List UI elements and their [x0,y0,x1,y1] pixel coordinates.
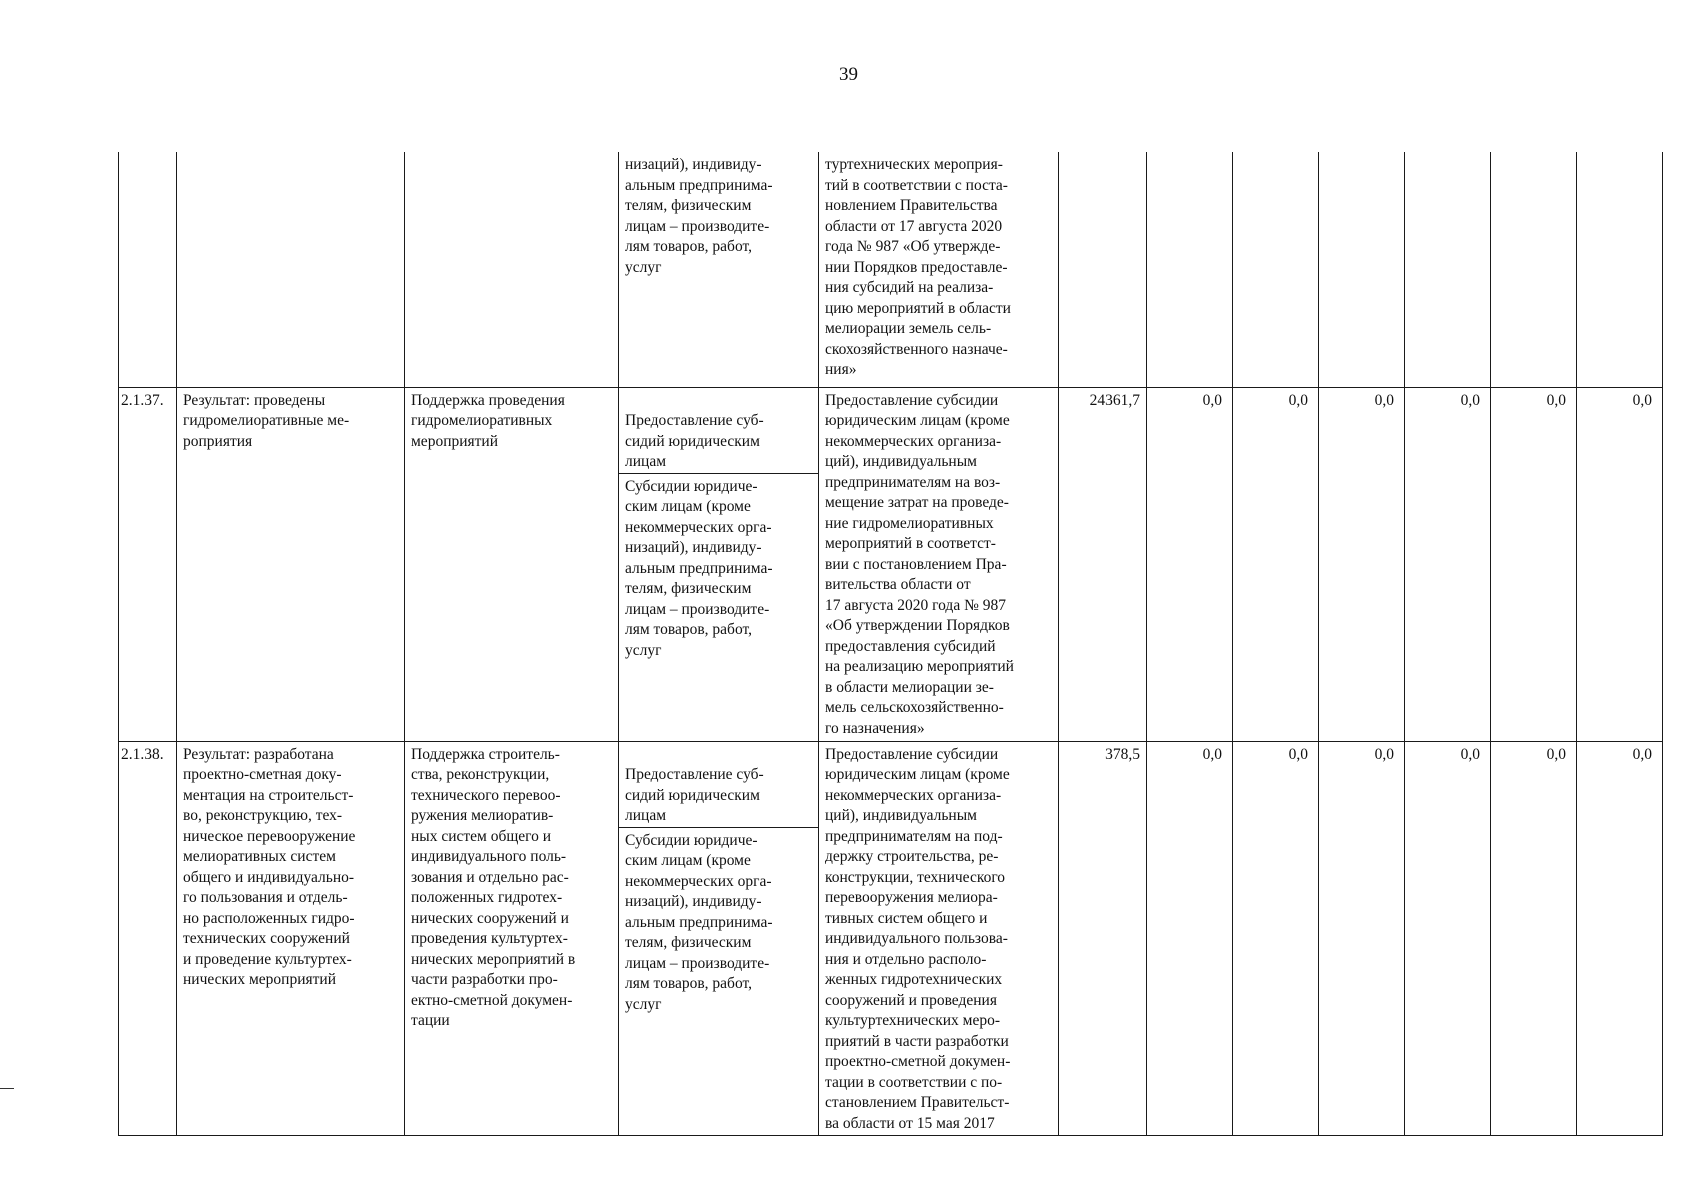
table-row [119,152,1663,387]
mechanism-recipients: Субсидии юридиче- ским лицам (кроме некоммерческих орга- низаций), индивиду- альным предпринима- телям, физическим лицам – производите- лям товаров, работ, услуг [625,477,773,659]
value-cell [1577,152,1663,387]
value-cell [1491,152,1577,387]
result-cell [177,152,405,387]
value-cell [1059,152,1147,387]
row-number: 2.1.38. [119,741,177,1135]
value-cell: 0,0 [1233,741,1319,1135]
mechanism-cell [619,387,819,741]
value-cell: 0,0 [1577,741,1663,1135]
value-cell: 0,0 [1233,387,1319,741]
mechanism-recipients: Субсидии юридиче- ским лицам (кроме некоммерческих орга- низаций), индивиду- альным предпринима- телям, физическим лицам – производите- лям товаров, работ, услуг [625,831,773,1013]
value-cell: 0,0 [1405,387,1491,741]
mechanism-cell [619,741,819,1135]
scan-margin-mark [0,1088,14,1089]
mechanism-type: Предоставление суб- сидий юридическим лицам [619,765,818,828]
program-measures-table [118,152,1663,1136]
result-cell: Результат: разработана проектно-сметная доку- ментация на строительст- во, реконструкцию, тех- ническое перевооружение мелиоративных систем общего и индивидуально- го пользования и отдель- но расположенных гидро- технических сооружений и проведение культуртех- нических мероприятий [177,741,405,1135]
result-cell: Результат: проведены гидромелиоративные ме- роприятия [177,387,405,741]
value-cell: 0,0 [1319,741,1405,1135]
value-cell [1147,152,1233,387]
value-cell: 24361,7 [1059,387,1147,741]
row-number [119,152,177,387]
value-cell: 0,0 [1491,741,1577,1135]
table-row [119,741,1663,1135]
page-number: 39 [839,64,858,85]
value-cell [1319,152,1405,387]
value-cell: 0,0 [1319,387,1405,741]
value-cell: 0,0 [1405,741,1491,1135]
table-row [119,387,1663,741]
measure-cell [405,152,619,387]
measure-cell: Поддержка строитель- ства, реконструкции, технического перевоо- ружения мелиоратив- ных систем общего и индивидуального поль- зования и отдельно рас- положенных гидротех- нических сооружений и проведения культуртех- нических мероприятий в части разработки про- ектно-сметной докумен- тации [405,741,619,1135]
value-cell: 0,0 [1577,387,1663,741]
value-cell [1405,152,1491,387]
value-cell: 0,0 [1147,741,1233,1135]
row-number: 2.1.37. [119,387,177,741]
measure-cell: Поддержка проведения гидромелиоративных мероприятий [405,387,619,741]
mechanism-cell: низаций), индивиду- альным предпринима- телям, физическим лицам – производите- лям товаров, работ, услуг [619,152,819,387]
value-cell: 378,5 [1059,741,1147,1135]
value-cell [1233,152,1319,387]
value-cell: 0,0 [1147,387,1233,741]
description-cell: Предоставление субсидии юридическим лицам (кроме некоммерческих организа- ций), индивидуальным предпринимателям на воз- мещение затрат на проведе- ние гидромелиоративных мероприятий в соответст- вии с постановлением Пра- вительства области от 17 августа 2020 года № 987 «Об утверждении Порядков предоставления субсидий на реализацию мероприятий в области мелиорации зе- мель сельскохозяйственно- го назначения» [819,387,1059,741]
description-cell: туртехнических мероприя- тий в соответствии с поста- новлением Правительства области от 17 августа 2020 года № 987 «Об утвержде- нии Порядков предоставле- ния субсидий на реализа- цию мероприятий в области мелиорации земель сель- скохозяйственного назначе- ния» [819,152,1059,387]
mechanism-type: Предоставление суб- сидий юридическим лицам [619,411,818,474]
description-cell: Предоставление субсидии юридическим лицам (кроме некоммерческих организа- ций), индивидуальным предпринимателям на под- держку строительства, ре- конструкции, технического перевооружения мелиора- тивных систем общего и индивидуального пользова- ния и отдельно располо- женных гидротехнических сооружений и проведения культуртехнических меро- приятий в части разработки проектно-сметной докумен- тации в соответствии с по- становлением Правительст- ва области от 15 мая 2017 [819,741,1059,1135]
value-cell: 0,0 [1491,387,1577,741]
